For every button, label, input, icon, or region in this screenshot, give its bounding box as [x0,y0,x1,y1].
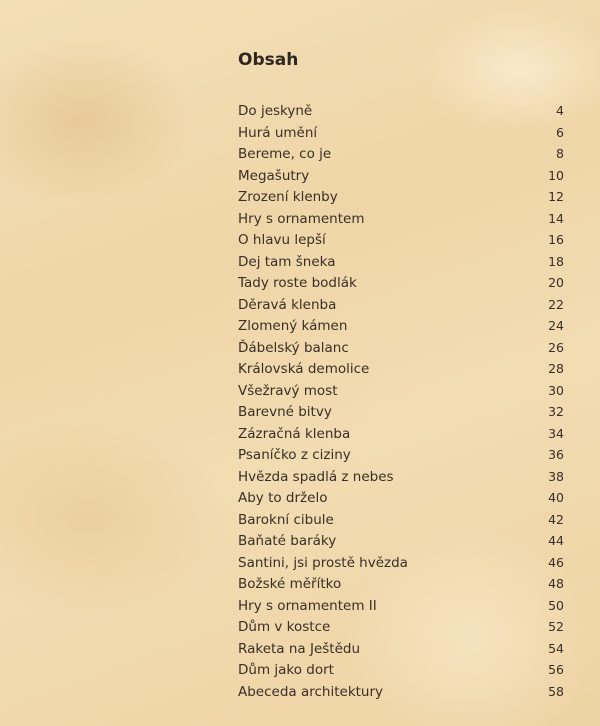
toc-entry [238,573,564,595]
toc-entry-title: Královská demolice [238,361,370,377]
toc-entry-page-number: 10 [548,167,564,183]
toc-entry [238,358,564,380]
toc-entry [238,380,564,402]
toc-entry-page-number: 50 [548,597,564,613]
toc-entry-page-number: 54 [548,640,564,656]
toc-entry [238,552,564,574]
toc-entry-page-number: 16 [548,232,564,247]
toc-entry [238,186,564,208]
toc-entry-title: Tady roste bodlák [238,275,357,291]
toc-entry-page-number: 18 [548,253,564,269]
toc-entry-title: Hry s ornamentem [238,210,365,227]
toc-entry-page-number: 24 [548,318,564,333]
toc-entry-title: Zlomený kámen [238,318,348,334]
toc-entry-page-number: 40 [548,490,564,505]
toc-entry [238,487,564,509]
toc-entry-page-number: 58 [548,683,564,699]
toc-entry-title: Hry s ornamentem II [238,597,377,614]
table-of-contents [238,50,564,702]
toc-entry-title: Děravá klenba [238,296,337,313]
toc-entry-title: Dům jako dort [238,662,334,678]
toc-entry-page-number: 8 [556,146,564,161]
toc-entry [238,444,564,466]
toc-entry-title: Božské měřítko [238,576,342,592]
toc-entry [238,681,564,703]
toc-entry [238,100,564,122]
toc-entry [238,595,564,617]
toc-entry-title: Barevné bitvy [238,404,332,420]
toc-entry-title: Dům v kostce [238,619,331,635]
toc-entry [238,143,564,165]
toc-entry-page-number: 36 [548,447,564,462]
toc-entry [238,616,564,638]
toc-entry [238,294,564,316]
toc-list [238,100,564,702]
toc-entry-page-number: 28 [548,361,564,376]
toc-entry [238,165,564,187]
toc-entry-page-number: 30 [548,382,564,398]
toc-entry-title: Ďábelský balanc [238,339,349,356]
toc-entry [238,251,564,273]
toc-entry-page-number: 56 [548,662,564,677]
toc-entry-title: O hlavu lepší [238,232,326,248]
toc-entry [238,401,564,423]
toc-entry [238,509,564,531]
toc-entry [238,272,564,294]
toc-entry-title: Megašutry [238,167,310,184]
toc-entry-title: Psaníčko z ciziny [238,447,351,463]
toc-entry-page-number: 14 [548,210,564,226]
toc-entry [238,122,564,144]
toc-entry-page-number: 52 [548,619,564,634]
toc-entry [238,315,564,337]
toc-entry [238,337,564,359]
toc-entry-title: Hurá umění [238,124,318,141]
toc-entry-title: Zrození klenby [238,189,338,205]
toc-entry-title: Baňaté baráky [238,533,337,549]
toc-heading: Obsah [238,50,299,70]
toc-entry-page-number: 4 [556,103,564,118]
toc-entry-page-number: 26 [548,339,564,355]
toc-entry [238,466,564,488]
toc-entry-title: Dej tam šneka [238,253,336,270]
toc-entry [238,229,564,251]
toc-entry-page-number: 42 [548,511,564,527]
toc-entry-title: Santini, jsi prostě hvězda [238,554,408,571]
toc-entry [238,659,564,681]
toc-entry-page-number: 6 [556,124,564,140]
toc-entry-title: Aby to drželo [238,490,328,506]
toc-entry-page-number: 22 [548,296,564,312]
toc-entry [238,638,564,660]
toc-entry-title: Abeceda architektury [238,683,384,700]
toc-entry-title: Barokní cibule [238,511,334,528]
toc-entry-title: Zázračná klenba [238,425,351,442]
toc-entry [238,208,564,230]
toc-entry-title: Všežravý most [238,382,338,399]
toc-entry [238,423,564,445]
toc-entry-title: Hvězda spadlá z nebes [238,468,394,485]
toc-entry-page-number: 34 [548,425,564,441]
toc-entry-page-number: 12 [548,189,564,204]
toc-entry-page-number: 44 [548,533,564,548]
toc-entry-title: Raketa na Ještědu [238,640,361,657]
toc-entry-page-number: 32 [548,404,564,419]
toc-entry-title: Do jeskyně [238,103,313,119]
toc-entry-title: Bereme, co je [238,146,332,162]
toc-entry-page-number: 38 [548,468,564,484]
toc-entry-page-number: 20 [548,275,564,290]
toc-entry-page-number: 48 [548,576,564,591]
toc-entry [238,530,564,552]
toc-entry-page-number: 46 [548,554,564,570]
